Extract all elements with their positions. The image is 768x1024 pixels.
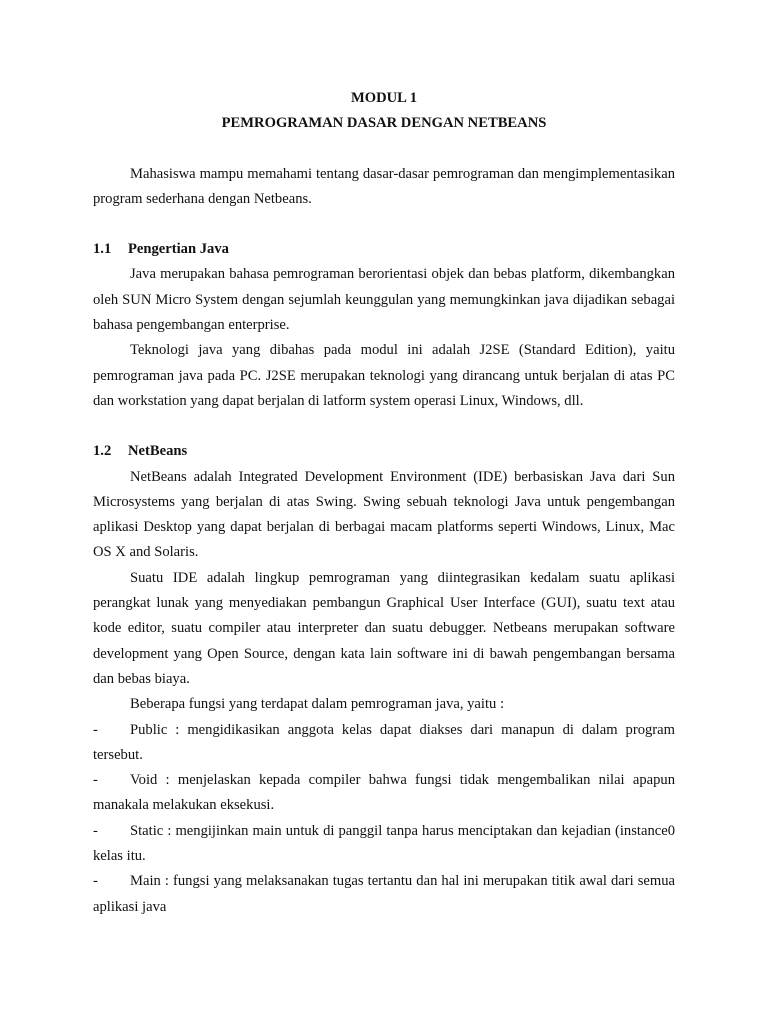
list-item-text: Void : menjelaskan kepada compiler bahwa fungsi tidak mengembalikan nilai apapun manakala melakukan eksekusi. [93,772,675,814]
list-bullet: - [93,721,98,738]
list-item-text: Public : mengidikasikan anggota kelas dapat diakses dari manapun di dalam program tersebut. [93,721,675,763]
list-item [93,768,675,819]
document-title-line2: PEMROGRAMAN DASAR DENGAN NETBEANS [221,115,547,132]
section-number: 1.2 [93,443,112,460]
section-title: NetBeans [128,443,188,460]
section-number: 1.1 [93,241,112,258]
list-item-text: Static : mengijinkan main untuk di panggil tanpa harus menciptakan dan kejadian (instance0 kelas itu. [93,822,675,865]
section-title: Pengertian Java [128,241,229,258]
paragraph: NetBeans adalah Integrated Development Environment (IDE) berbasiskan Java dari Sun Microsystems yang berjalan di atas Swing. Swing sebuah teknologi Java untuk pengembangan aplikasi Desktop yang dapat berjalan di berbagai macam platforms seperti Windows, Linux, Mac OS X and Solaris. [93,468,675,561]
list-bullet: - [93,822,98,839]
section-netbeans [93,439,675,920]
list-item-text: Main : fungsi yang melaksanakan tugas tertantu dan hal ini merupakan titik awal dari semua aplikasi java [93,873,675,915]
paragraph: Suatu IDE adalah lingkup pemrograman yang diintegrasikan kedalam suatu aplikasi perangkat lunak yang menyediakan pembangun Graphical User Interface (GUI), suatu text atau kode editor, suatu compiler atau interpreter dan suatu debugger. Netbeans merupakan software development yang Open Source, dengan kata lain software ini di bawah pengembangan bersama dan bebas biaya. [93,569,675,687]
list-item [93,869,675,920]
list-bullet: - [93,873,98,890]
document-title-line1: MODUL 1 [350,90,418,106]
list-item [93,718,675,769]
list-bullet: - [93,772,98,789]
section-pengertian-java [93,237,675,414]
intro-paragraph: Mahasiswa mampu memahami tentang dasar-dasar pemrograman dan mengimplementasikan program sederhana dengan Netbeans. [93,165,675,207]
section-heading [93,237,675,262]
section-heading [93,439,675,464]
paragraph: Teknologi java yang dibahas pada modul ini adalah J2SE (Standard Edition), yaitu pemrograman java pada PC. J2SE merupakan teknologi yang dirancang untuk berjalan di atas PC dan workstation yang dapat berjalan di latform system operasi Linux, Windows, dll. [93,342,675,409]
paragraph: Java merupakan bahasa pemrograman berorientasi objek dan bebas platform, dikembangkan oleh SUN Micro System dengan sejumlah keunggulan yang memungkinkan java dijadikan sebagai bahasa pengembangan enterprise. [93,266,675,334]
paragraph: Beberapa fungsi yang terdapat dalam pemrograman java, yaitu : [130,696,505,713]
document-body [93,86,675,920]
list-item [93,819,675,870]
